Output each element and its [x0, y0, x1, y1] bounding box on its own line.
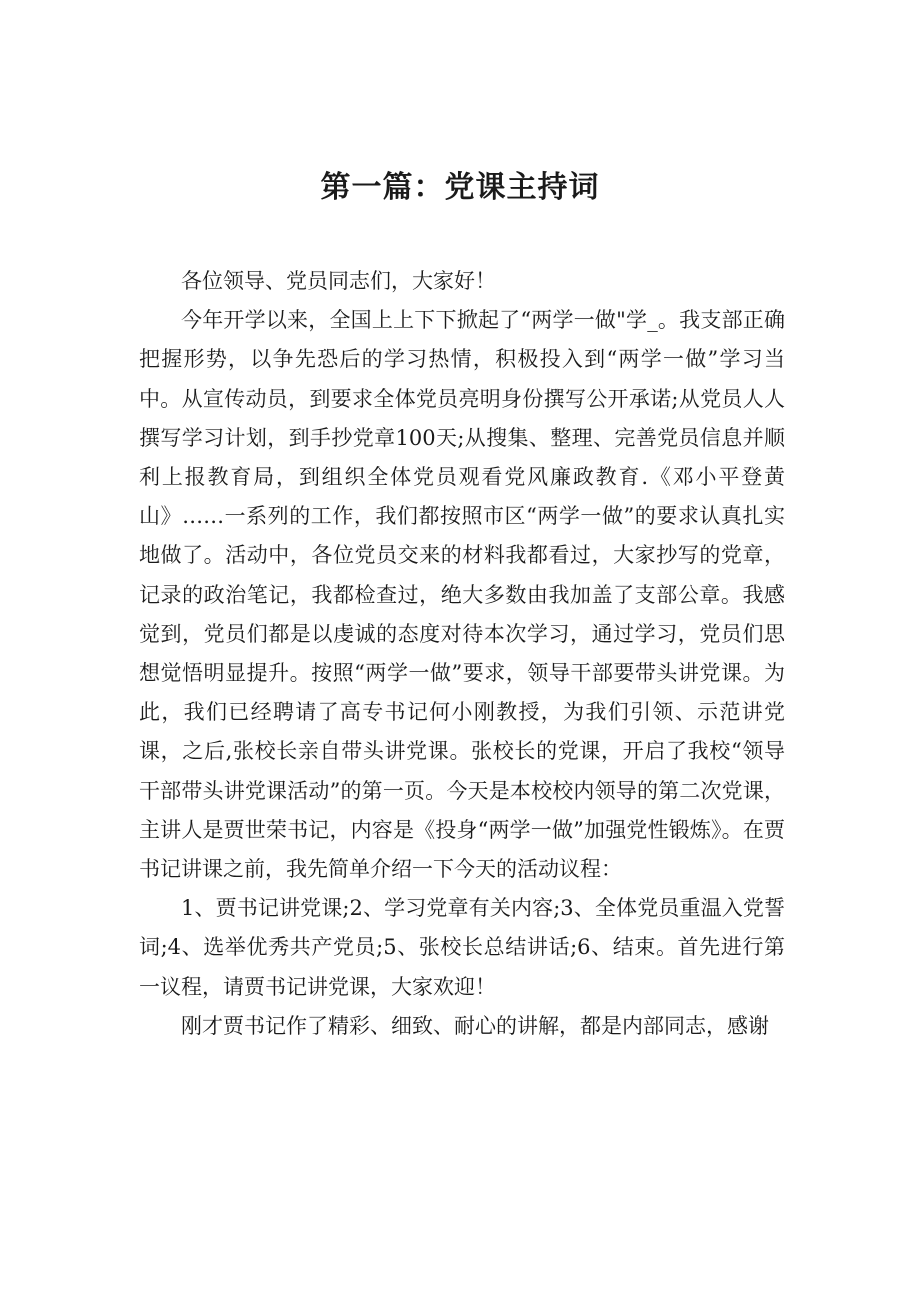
document-title: 第一篇：党课主持词	[320, 170, 600, 205]
agenda-paragraph: 1、贾书记讲党课;2、学习党章有关内容;3、全体党员重温入党誓词;4、选举优秀共产党员;5、张校长总结讲话;6、结束。首先进行第一议程，请贾书记讲党课，大家欢迎！	[139, 896, 785, 999]
greeting-paragraph: 各位领导、党员同志们，大家好！	[181, 269, 496, 293]
closing-paragraph: 刚才贾书记作了精彩、细致、耐心的讲解，都是内部同志，感谢	[181, 1013, 769, 1038]
body-paragraph: 今年开学以来，全国上上下下掀起了“两学一做"学_。我支部正确把握形势，以争先恐后的学习热情，积极投入到“两学一做”学习当中。从宣传动员，到要求全体党员亮明身份撰写公开承诺;从党员人人撰写学习计划，到手抄党章100天;从搜集、整理、完善党员信息并顺利上报教育局，到组织全体党员观看党风廉政教育.《邓小平登黄山》……一系列的工作，我们都按照市区“两学一做”的要求认真扎实地做了。活动中，各位党员交来的材料我都看过，大家抄写的党章，记录的政治笔记，我都检查过，绝大多数由我加盖了支部公章。我感觉到，党员们都是以虔诚的态度对待本次学习，通过学习，党员们思想觉悟明显提升。按照“两学一做”要求，领导干部要带头讲党课。为此，我们已经聘请了高专书记何小刚教授，为我们引领、示范讲党课，之后,张校长亲自带头讲党课。张校长的党课，开启了我校“领导干部带头讲党课活动”的第一页。今天是本校校内领导的第二次党课，主讲人是贾世荣书记，内容是《投身“两学一做”加强党性锻炼》。在贾书记讲课之前，我先简单介绍一下今天的活动议程：	[139, 308, 785, 882]
document-body	[139, 262, 785, 1046]
